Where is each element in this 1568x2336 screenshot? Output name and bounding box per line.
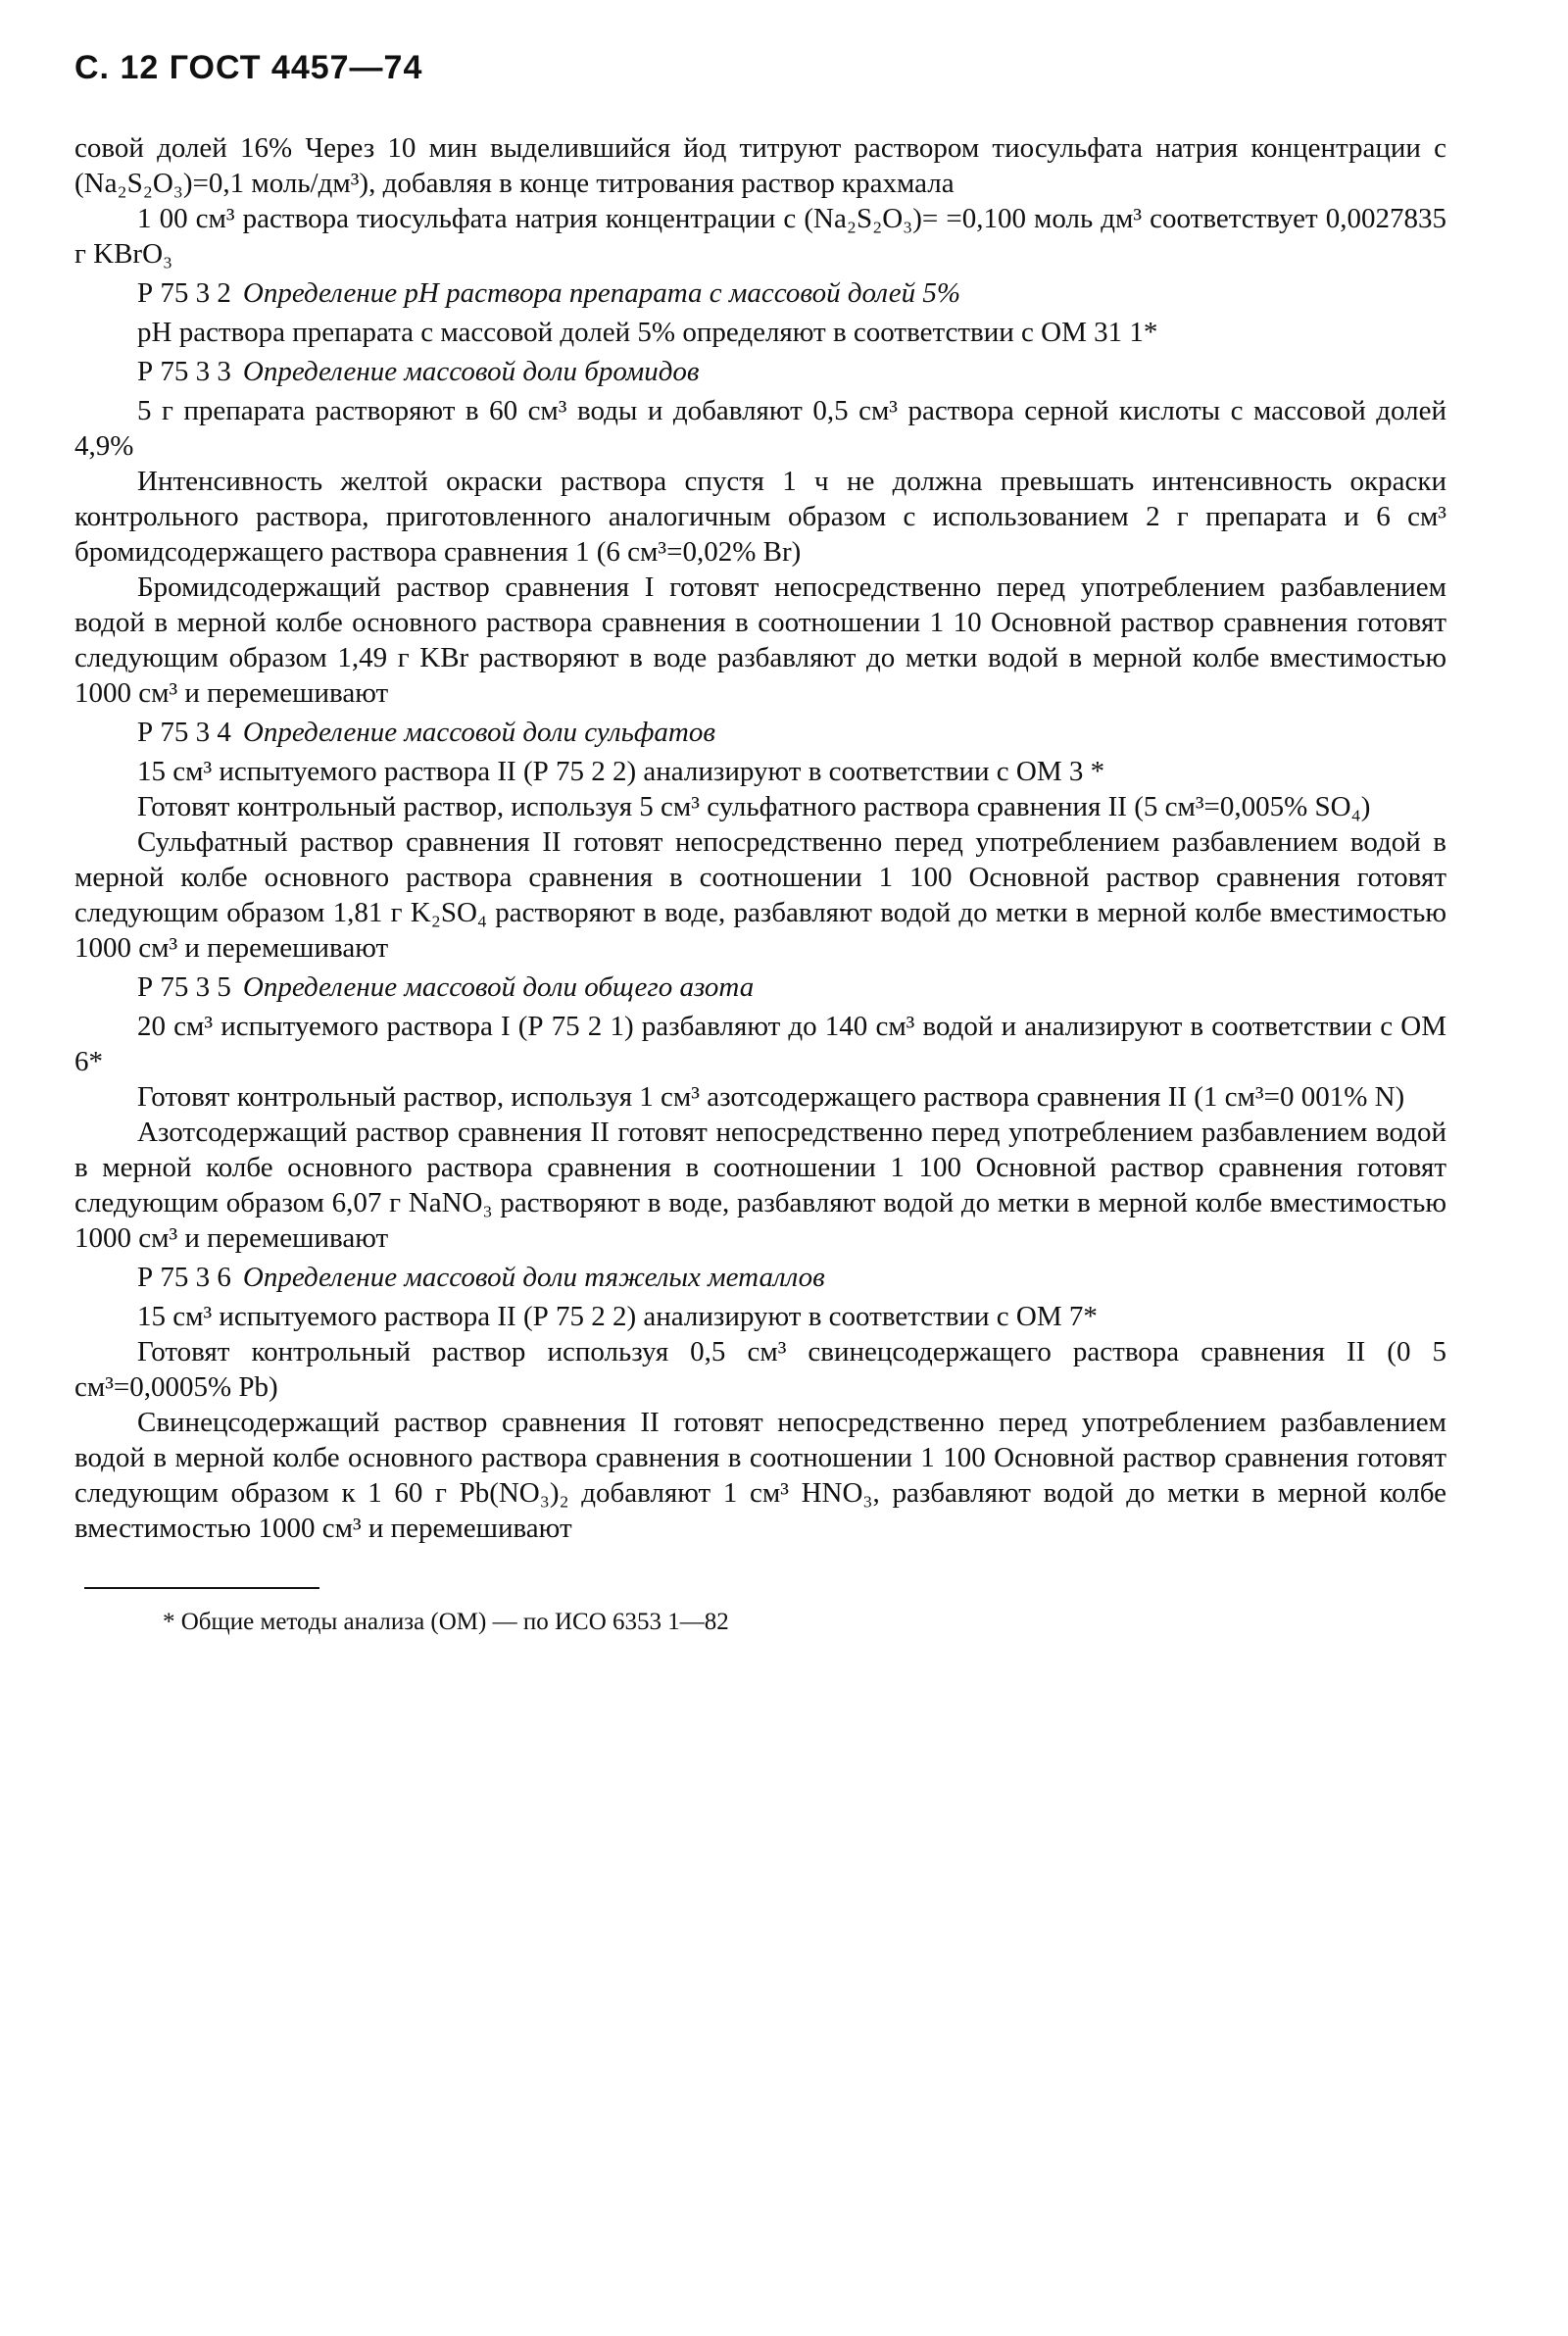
paragraph: Свинецсодержащий раствор сравнения II готовят непосредственно перед употреблением разбавлением водой в мерной колбе основного раствора сравнения в соотношении 1 100 Основной раствор сравнения готовят следующим образом к 1 60 г Pb(NO₃)₂ добавляют 1 см³ HNO₃, разбавляют водой до метки в мерной колбе вместимостью 1000 см³ и перемешивают (74, 1407, 1446, 1544)
section-number: Р 75 3 6 (137, 1262, 231, 1293)
paragraph: 5 г препарата растворяют в 60 см³ воды и добавляют 0,5 см³ раствора серной кислоты с массовой долей 4,9% (74, 395, 1446, 462)
footnote-divider (84, 1587, 319, 1589)
paragraph: Азотсодержащий раствор сравнения II готовят непосредственно перед употреблением разбавлением водой в мерной колбе основного раствора сравнения в соотношении 1 100 Основной раствор сравнения готовят следующим образом 6,07 г NaNO₃ растворяют в воде, разбавляют водой до метки в мерной колбе вместимостью 1000 см³ и перемешивают (74, 1117, 1446, 1254)
paragraph: Готовят контрольный раствор используя 0,5 см³ свинецсодержащего раствора сравнения II (0 5 см³=0,0005% Pb) (74, 1336, 1446, 1403)
section-title: Определение массовой доли сульфатов (242, 717, 715, 748)
section-number: Р 75 3 3 (137, 356, 231, 387)
section-title: Определение pH раствора препарата с массовой долей 5% (242, 277, 960, 309)
paragraph: 20 см³ испытуемого раствора I (Р 75 2 1) разбавляют до 140 см³ водой и анализируют в соответствии с ОМ 6* (74, 1011, 1446, 1077)
section-heading (74, 969, 1446, 1005)
paragraph: совой долей 16% Через 10 мин выделившийся йод титруют раствором тиосульфата натрия концентрации c (Na₂S₂O₃)=0,1 моль/дм³), добавляя в конце титрования раствор крахмала (74, 132, 1446, 199)
paragraph: pH раствора препарата с массовой долей 5% определяют в соответствии с ОМ 31 1* (137, 317, 1158, 348)
section-heading (74, 715, 1446, 750)
paragraph: Бромидсодержащий раствор сравнения I готовят непосредственно перед употреблением разбавлением водой в мерной колбе основного раствора сравнения в соотношении 1 10 Основной раствор сравнения готовят следующим образом 1,49 г KBr растворяют в воде разбавляют до метки водой в мерной колбе вместимостью 1000 см³ и перемешивают (74, 572, 1446, 709)
section-title: Определение массовой доли общего азота (242, 971, 755, 1003)
section-number: Р 75 3 2 (137, 277, 231, 309)
paragraph: Готовят контрольный раствор, используя 5 см³ сульфатного раствора сравнения II (5 см³=0,005% SO₄) (137, 791, 1371, 822)
section-number: Р 75 3 4 (137, 717, 231, 748)
document-page (74, 49, 1446, 1638)
footnote: * Общие методы анализа (ОМ) — по ИСО 6353 1—82 (163, 1609, 729, 1635)
section-title: Определение массовой доли бромидов (242, 356, 700, 387)
paragraph: Интенсивность желтой окраски раствора спустя 1 ч не должна превышать интенсивность окраски контрольного раствора, приготовленного аналогичным образом с использованием 2 г препарата и 6 см³ бромидсодержащего раствора сравнения 1 (6 см³=0,02% Br) (74, 466, 1446, 568)
page-header: С. 12 ГОСТ 4457—74 (74, 49, 423, 86)
section-heading (74, 354, 1446, 389)
section-heading (74, 275, 1446, 311)
paragraph: 15 см³ испытуемого раствора II (Р 75 2 2) анализируют в соответствии с ОМ 7* (137, 1301, 1098, 1332)
section-number: Р 75 3 5 (137, 971, 231, 1003)
paragraph: 15 см³ испытуемого раствора II (Р 75 2 2) анализируют в соответствии с ОМ 3 * (137, 756, 1105, 787)
section-title: Определение массовой доли тяжелых металлов (242, 1262, 825, 1293)
document-body (74, 130, 1446, 1546)
section-heading (74, 1260, 1446, 1295)
paragraph: Готовят контрольный раствор, используя 1 см³ азотсодержащего раствора сравнения II (1 см³=0 001% N) (137, 1081, 1405, 1113)
paragraph: 1 00 см³ раствора тиосульфата натрия концентрации c (Na₂S₂O₃)= =0,100 моль дм³ соответствует 0,0027835 г KBrO₃ (74, 203, 1446, 270)
paragraph: Сульфатный раствор сравнения II готовят непосредственно перед употреблением разбавлением водой в мерной колбе основного раствора сравнения в соотношении 1 100 Основной раствор сравнения готовят следующим образом 1,81 г K₂SO₄ растворяют в воде, разбавляют водой до метки в мерной колбе вместимостью 1000 см³ и перемешивают (74, 826, 1446, 964)
